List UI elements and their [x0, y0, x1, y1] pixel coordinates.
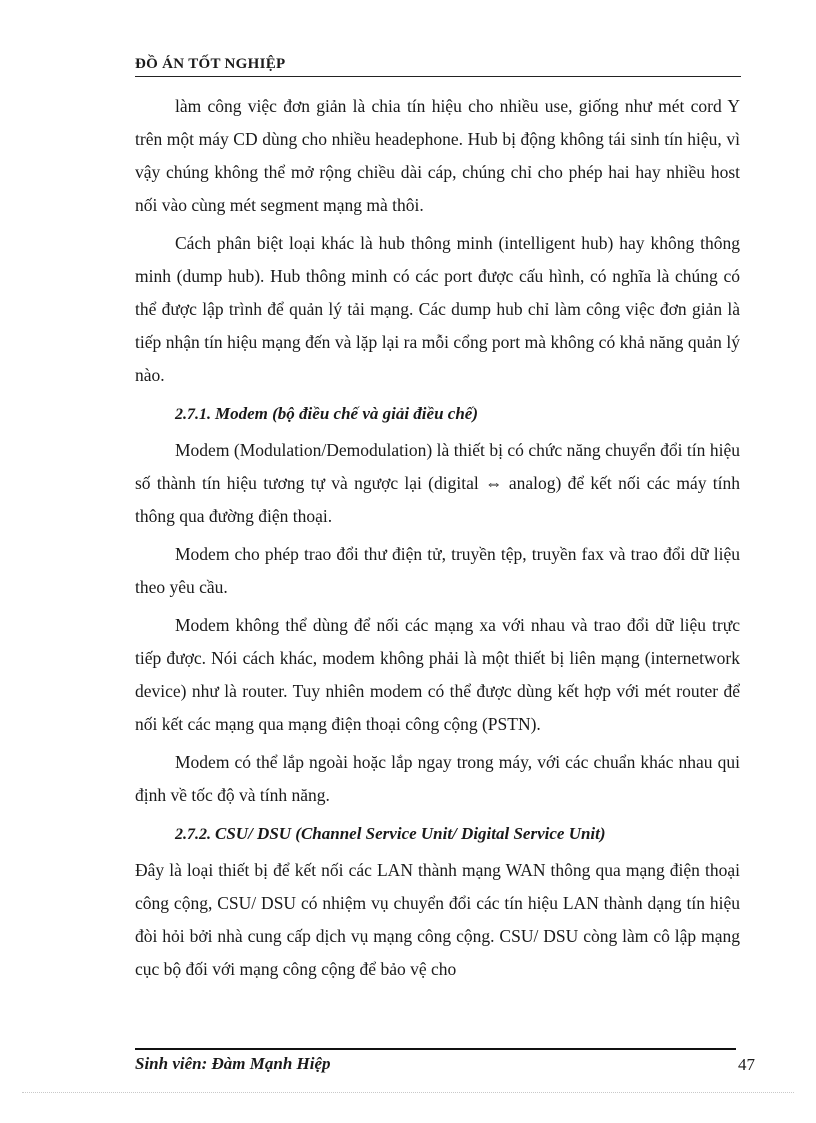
footer-divider — [135, 1048, 736, 1050]
footer-author: Sinh viên: Đàm Mạnh Hiệp — [135, 1054, 331, 1073]
section-title: Modem (bộ điều chế và giải điều chế) — [215, 404, 478, 423]
paragraph-modem-limits: Modem không thể dùng để nối các mạng xa với nhau và trao đổi dữ liệu trực tiếp được. Nói cách khác, modem không phải là một thiết bị liên mạng (internetwork device) như là router. Tuy nhiên modem có thể được dùng kết hợp với mét router để nối kết các mạng qua mạng điện thoại công cộng (PSTN). — [135, 615, 740, 734]
paragraph-hub-intelligent: Cách phân biệt loại khác là hub thông minh (intelligent hub) hay không thông minh (dump hub). Hub thông minh có các port được cấu hình, có nghĩa là chúng có thể được lập trình để quản lý tải mạng. Các dump hub chỉ làm công việc đơn giản là tiếp nhận tín hiệu mạng đến và lặp lại ra mỗi cổng port mà không có khả năng quản lý nào. — [135, 233, 740, 385]
header-divider — [135, 76, 741, 77]
paragraph-modem-types: Modem có thể lắp ngoài hoặc lắp ngay trong máy, với các chuẩn khác nhau qui định về tốc độ và tính năng. — [135, 752, 740, 805]
body-text — [135, 90, 740, 991]
paragraph-modem-definition: Modem (Modulation/Demodulation) là thiết bị có chức năng chuyển đổi tín hiệu số thành tín hiệu tương tự và ngược lại (digital ⇔ analog) để kết nối các máy tính thông qua đường điện thoại. — [135, 440, 740, 526]
paragraph-hub-passive: làm công việc đơn giản là chia tín hiệu cho nhiều use, giống như mét cord Y trên một máy CD dùng cho nhiều headephone. Hub bị động không tái sinh tín hiệu, vì vậy chúng không thể mở rộng chiều dài cáp, chúng chỉ cho phép hai hay nhiều host nối vào cùng mét segment mạng mà thôi. — [135, 96, 740, 215]
page-bottom-border — [22, 1092, 794, 1093]
page-header-title: ĐỒ ÁN TỐT NGHIỆP — [135, 56, 286, 72]
section-number: 2.7.1. — [175, 406, 211, 423]
section-heading-csu-dsu — [175, 817, 740, 851]
paragraph-csu-dsu: Đây là loại thiết bị để kết nối các LAN thành mạng WAN thông qua mạng điện thoại công cộng, CSU/ DSU có nhiệm vụ chuyển đổi các tín hiệu LAN thành dạng tín hiệu đòi hỏi bởi nhà cung cấp dịch vụ mạng công cộng. CSU/ DSU còng làm cô lập mạng cục bộ đối với mạng công cộng để bảo vệ cho — [135, 860, 740, 979]
page-number: 47 — [738, 1055, 755, 1074]
section-number: 2.7.2. — [175, 826, 211, 843]
paragraph-modem-uses: Modem cho phép trao đổi thư điện tử, truyền tệp, truyền fax và trao đổi dữ liệu theo yêu cầu. — [135, 544, 740, 597]
section-heading-modem — [175, 397, 740, 431]
section-title: CSU/ DSU (Channel Service Unit/ Digital Service Unit) — [215, 824, 606, 843]
